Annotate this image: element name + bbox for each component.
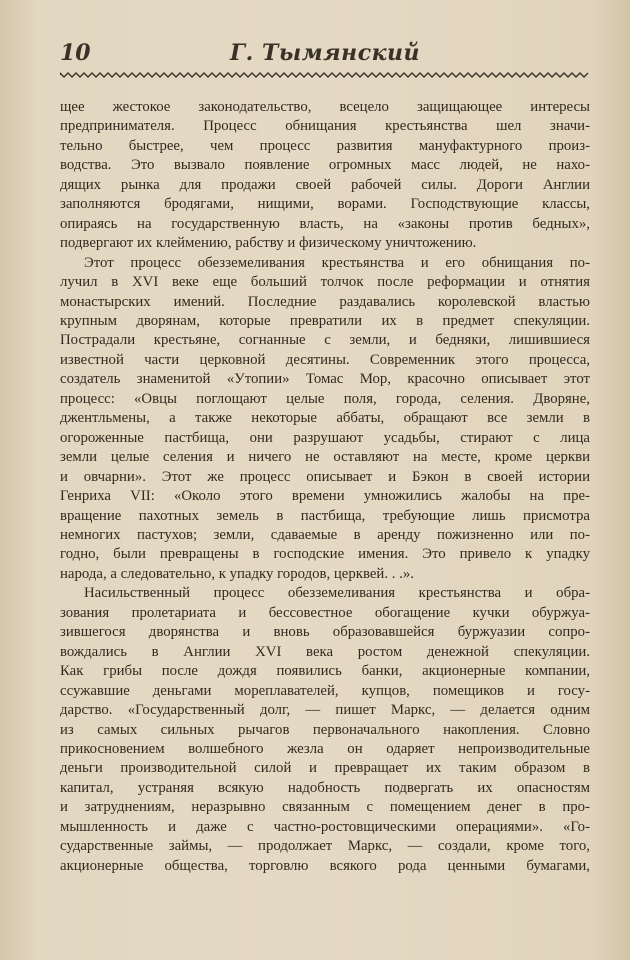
text-line: крупным дворянам, которые превратили их в предмет спекуляции. (60, 312, 590, 329)
text-line: Насильственный процесс обезземеливания крестьянства и обра- (84, 585, 590, 602)
body-text (60, 98, 590, 876)
text-line: огороженные пастбища, они разрушают усадьбы, стирают с лица (60, 429, 590, 446)
text-line: капитал, устраняя всякую надобность подвергать их опасностям (60, 779, 590, 796)
text-line: прикосновением волшебного жезла он одаряет непроизводительные (60, 740, 590, 757)
paragraph (60, 254, 590, 585)
text-line: народа, а следовательно, к упадку городов, церквей. . .». (60, 565, 414, 582)
text-line: зившегося дворянства и вновь образовавшейся буржуазии сопро- (60, 624, 590, 641)
text-line: опираясь на государственную власть, на «законы против бедных», (60, 215, 590, 232)
text-line: из самых сильных рычагов первоначального накопления. Словно (60, 721, 590, 738)
text-line: годно, были превращены в господские имения. Это привело к упадку (60, 546, 590, 563)
text-line: и овчарни». Этот же процесс описывает и Бэкон в своей истории (60, 468, 590, 485)
text-line: тельно быстрее, чем процесс развития мануфактурного произ- (60, 137, 590, 154)
text-line: деньги производительной силой и превращает их таким образом в (60, 760, 590, 777)
text-line: земли целые селения и ничего не оставляют на месте, кроме церкви (60, 449, 590, 466)
text-line: заполняются бродягами, нищими, ворами. Господствующие классы, (60, 196, 590, 213)
text-line: Как грибы после дождя появились банки, акционерные компании, (60, 663, 590, 680)
text-line: подвергают их клеймению, рабству и физическому уничтожению. (60, 235, 477, 252)
running-head: Г. Тымянский (229, 40, 420, 66)
text-line: создатель знаменитой «Утопии» Томас Мор, красочно описывает этот (60, 371, 590, 388)
text-line: и затруднениям, неразрывно связанным с помещением денег в про- (60, 799, 590, 816)
text-line: вращение пахотных земель в пастбища, требующие лишь присмотра (60, 507, 590, 524)
text-line: дарство. «Государственный долг, — пишет Маркс, — делается одним (60, 702, 590, 719)
text-line: Генриха VII: «Около этого времени умножились жалобы на пре- (60, 488, 590, 505)
text-line: немногих пастухов; земли, сдаваемые в аренду пожизненно или по- (60, 526, 590, 543)
paragraph (60, 98, 590, 254)
text-line: монастырских имений. Последние раздавались королевской властью (60, 293, 590, 310)
page-number: 10 (60, 40, 91, 66)
text-line: Этот процесс обезземеливания крестьянства и его обнищания по- (84, 254, 590, 271)
text-line: предпринимателя. Процесс обнищания крестьянства шел значи- (60, 118, 590, 135)
page-header (60, 36, 590, 72)
text-line: акционерные общества, торговлю всякого рода ценными бумагами, (60, 857, 590, 874)
text-line: сударственные займы, — продолжает Маркс, — создали, кроме того, (60, 838, 590, 855)
text-line: ссужавшие деньгами мореплавателей, купцов, помещиков и госу- (60, 682, 590, 699)
text-line: зования пролетариата и бессовестное обогащение кучки обуржуа- (60, 604, 590, 621)
text-line: процесс: «Овцы поглощают целые поля, города, селения. Дворяне, (60, 390, 590, 407)
text-line: мышленность и даже с частно-ростовщическими операциями». «Го- (60, 818, 590, 835)
text-line: дящих рынка для продажи своей рабочей силы. Дороги Англии (60, 176, 590, 193)
paragraph (60, 584, 590, 876)
text-line: щее жестокое законодательство, всецело защищающее интересы (60, 99, 590, 115)
text-line: Пострадали крестьяне, согнанные с земли, и бедняки, лишившиеся (60, 332, 590, 349)
text-line: джентльмены, а также некоторые аббаты, обращают все земли в (60, 410, 590, 427)
text-line: известной части церковной десятины. Современник этого процесса, (60, 351, 590, 368)
text-line: вождались в Англии XVI века ростом денежной спекуляции. (60, 643, 590, 660)
text-line: водства. Это вызвало появление огромных масс людей, не нахо- (60, 157, 590, 174)
text-line: лучил в XVI веке еще больший толчок после реформации и отнятия (60, 274, 590, 291)
header-ornament-rule (60, 72, 590, 78)
